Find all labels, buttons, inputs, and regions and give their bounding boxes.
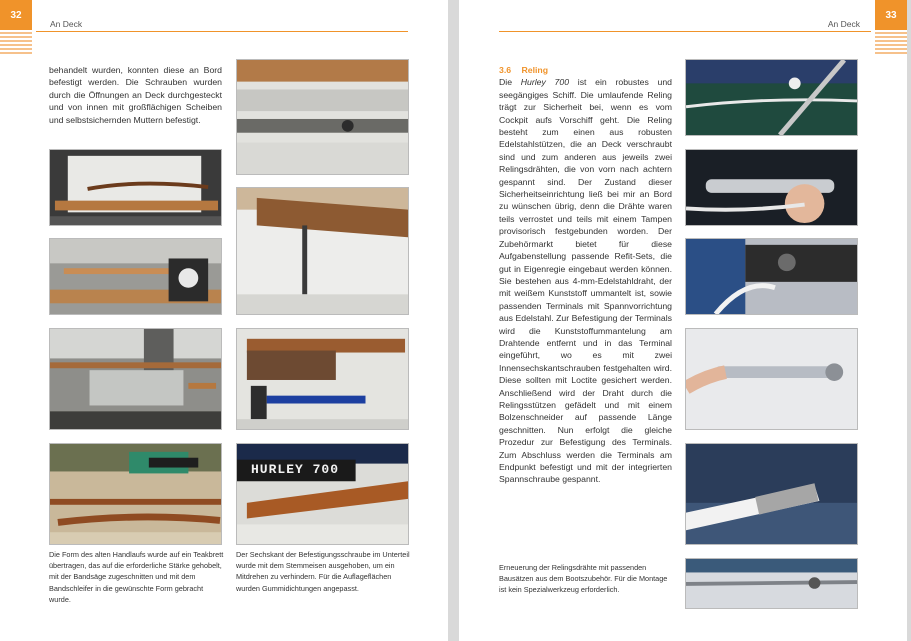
page-number-right: 33: [875, 0, 907, 30]
body-text-left: behandelt wurden, konnten diese an Bord befestigt werden. Die Schrauben wurden durch die Öffnungen an Deck durchgesteckt und von innen mit großflächigen Scheiben und selbstsichernden Muttern befestigt.: [49, 65, 222, 125]
photo-terminal-closeup: [685, 328, 858, 430]
body-intro: Die: [499, 77, 521, 88]
photo-hurley-hull: [236, 443, 409, 545]
photo-deck-bolt: [236, 59, 409, 175]
left-page: [0, 0, 448, 641]
page-stripes-left: [0, 32, 32, 56]
boat-name: Hurley 700: [520, 77, 570, 88]
section-number: 3.6: [499, 65, 512, 75]
body-main: ist ein robustes und seegängiges Schiff. Die umlaufende Reling trägt zur Sicherheit bei, wenn es vom Cockpit aufs Vorschiff geht. Die Reling besteht zum einen aus robusten Edelstahlstützen, die an Deck verschraubt sind und zum anderen aus jeweils zwei Relingsdrähten, die von vorn nach achtern gespannt sind. Der Zustand dieser Sicherheitseinrichtung ließ bei mir an Bord zu wünschen übrig, denn die Drähte waren teils verrostet und teils mit einem Tampen provisorisch festgebunden worden. Der Zubehörmarkt bietet für diese Aufgabenstellung passende Refit-Sets, die gut in Eigenregie eingebaut werden können. Sie bestehen aus 4-mm-Edelstahldraht, der mit weißem Kunststoff ummantelt ist, sowie passenden Terminals mit Spannvorrichtung aus Edelstahl. Zur Befestigung der Terminals wird die Kunststoffummantelung am Drahtende entfernt und in das Terminal eingeführt, wo es mit zwei Innensechskantschrauben festgehalten wird. Diese sollten mit Loctite gesichert werden. Anschließend wird der Draht durch die Relingsstützen gefädelt und mit einem Bolzenschneider auf passende Länge geschnitten. Nun erfolgt die gleiche Prozedur zur Befestigung des Terminals. Zum Abschluss werden die Terminals am Endpunkt befestigt und mit der integrierten Spannschraube gespannt.: [499, 77, 672, 485]
right-page: [459, 0, 907, 641]
caption-left-column: Die Form des alten Handlaufs wurde auf ein Teakbrett übertragen, das auf die erforderliche Stärke gehobelt, mit der Bandsäge zugeschnitten und mit dem Bandschleifer in die gewünschte Form gebracht wurde.: [49, 550, 224, 604]
hull-lettering: HURLEY 700: [251, 462, 340, 477]
photo-bolt-in-handrail: [236, 187, 409, 315]
photo-planed-teak: [49, 238, 222, 315]
photo-belt-sander: [49, 443, 222, 545]
caption-right-column: Der Sechskant der Befestigungsschraube im Unterteil wurde mit dem Stemmeisen ausgehoben, um ein Mitdrehen zu verhindern. Für die Auflageflächen wurden Gummidichtungen angepasst.: [236, 550, 410, 593]
photo-terminal-hand: [685, 149, 858, 226]
page-stripes-right: [875, 32, 907, 56]
photo-bandsaw: [49, 328, 222, 430]
section-title: Reling: [521, 65, 549, 75]
photo-turnbuckle: [685, 558, 858, 609]
photo-wire-end: [685, 443, 858, 545]
page-number-left: 32: [0, 0, 32, 30]
photo-bolt-cutter: [685, 238, 858, 315]
photo-chisel-hammer: [236, 328, 409, 430]
header-rule-right: [499, 31, 871, 32]
running-header-left: An Deck: [50, 19, 83, 29]
photo-handrail-template: [49, 149, 222, 226]
header-rule-left: [36, 31, 408, 32]
body-text-right: [499, 64, 672, 486]
photo-reling-stanchion: [685, 59, 858, 136]
running-header-right: An Deck: [827, 19, 860, 29]
caption-right-page: Erneuerung der Relingsdrähte mit passenden Bausätzen aus dem Bootszubehör. Für die Montage ist kein Spezialwerkzeug erforderlich.: [499, 563, 668, 595]
